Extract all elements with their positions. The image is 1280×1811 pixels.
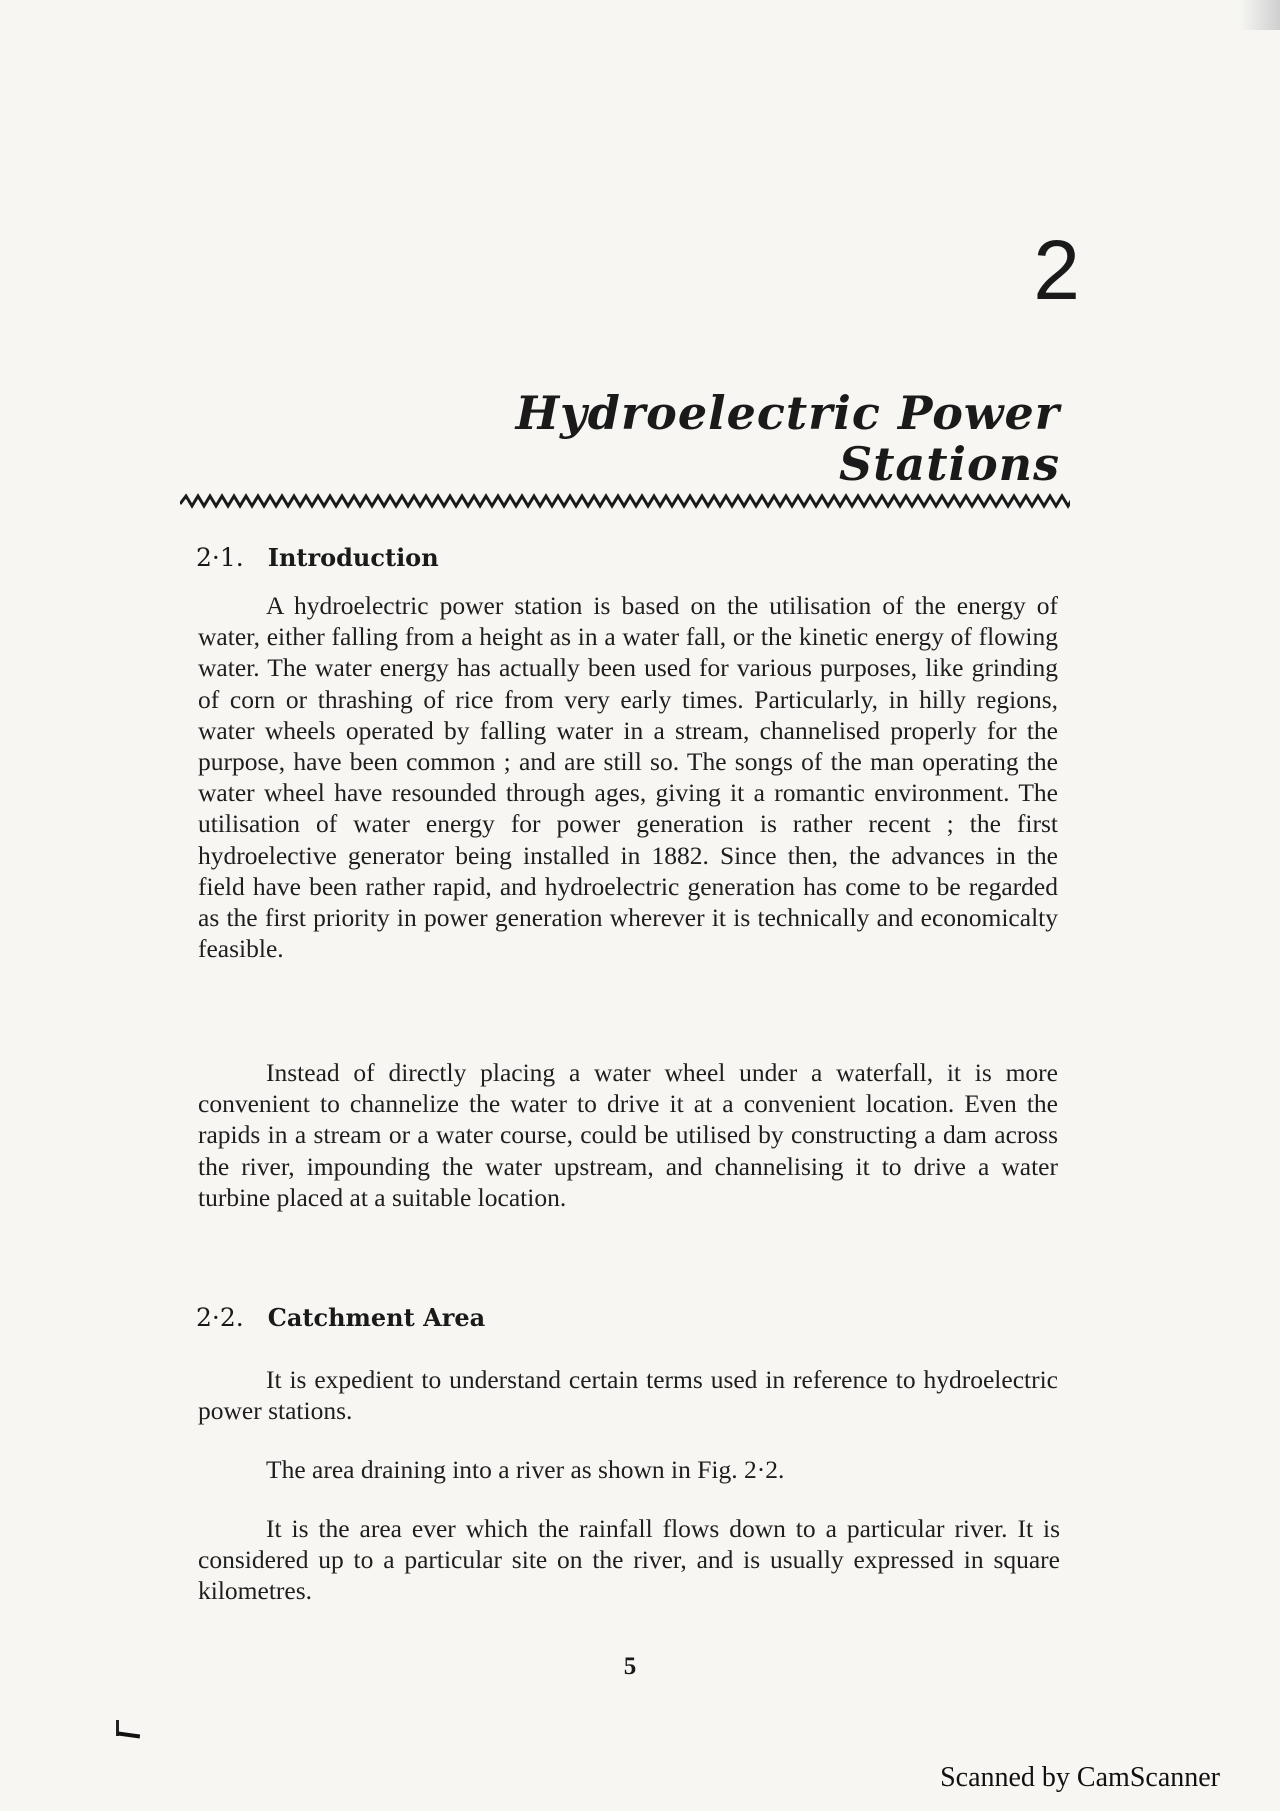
section-title: Catchment Area: [267, 1303, 486, 1332]
paragraph: It is the area ever which the rainfall flows down to a particular river. It is considered up to a particular site on the river, and is usually expressed in square kilometres.: [198, 1514, 1060, 1606]
page-number: 5: [623, 1653, 637, 1680]
scanner-watermark: Scanned by CamScanner: [940, 1762, 1220, 1793]
section-heading-catchment-area: [196, 1303, 485, 1332]
section-number: 2·2.: [196, 1303, 244, 1332]
paragraph: It is expedient to understand certain terms used in reference to hydroelectric power stations.: [198, 1365, 1058, 1426]
section-heading-introduction: [196, 543, 439, 572]
scan-edge-shadow: [1240, 0, 1280, 30]
section-title: Introduction: [267, 543, 439, 572]
paragraph: Instead of directly placing a water wheel under a waterfall, it is more convenient to channelize the water to drive it at a convenient location. Even the rapids in a stream or a water course, could be utilised by constructing a dam across the river, impounding the water upstream, and channelising it to drive a water turbine placed at a suitable location.: [198, 1058, 1058, 1212]
chapter-title: Hydroelectric Power Stations: [515, 386, 1060, 491]
section-number: 2·1.: [196, 543, 244, 572]
scan-artifact: [118, 1731, 140, 1738]
paragraph: A hydroelectric power station is based on the utilisation of the energy of water, either falling from a height as in a water fall, or the kinetic energy of flowing water. The water energy has actually been used for various purposes, like grinding of corn or thrashing of rice from very early times. Particularly, in hilly regions, water wheels operated by falling water in a stream, channelised properly for the purpose, have been common ; and are still so. The songs of the man operating the water wheel have resounded through ages, giving it a romantic environment. The utilisation of water energy for power generation is rather recent ; the first hydroelective generator being installed in 1882. Since then, the advances in the field have been rather rapid, and hydroelectric generation has come to be regarded as the first priority in power generation wherever it is technically and economicalty feasible.: [198, 591, 1058, 964]
chapter-number: 2: [1033, 223, 1080, 317]
paragraph: The area draining into a river as shown in Fig. 2·2.: [266, 1455, 785, 1484]
wavy-divider: [180, 490, 1070, 512]
